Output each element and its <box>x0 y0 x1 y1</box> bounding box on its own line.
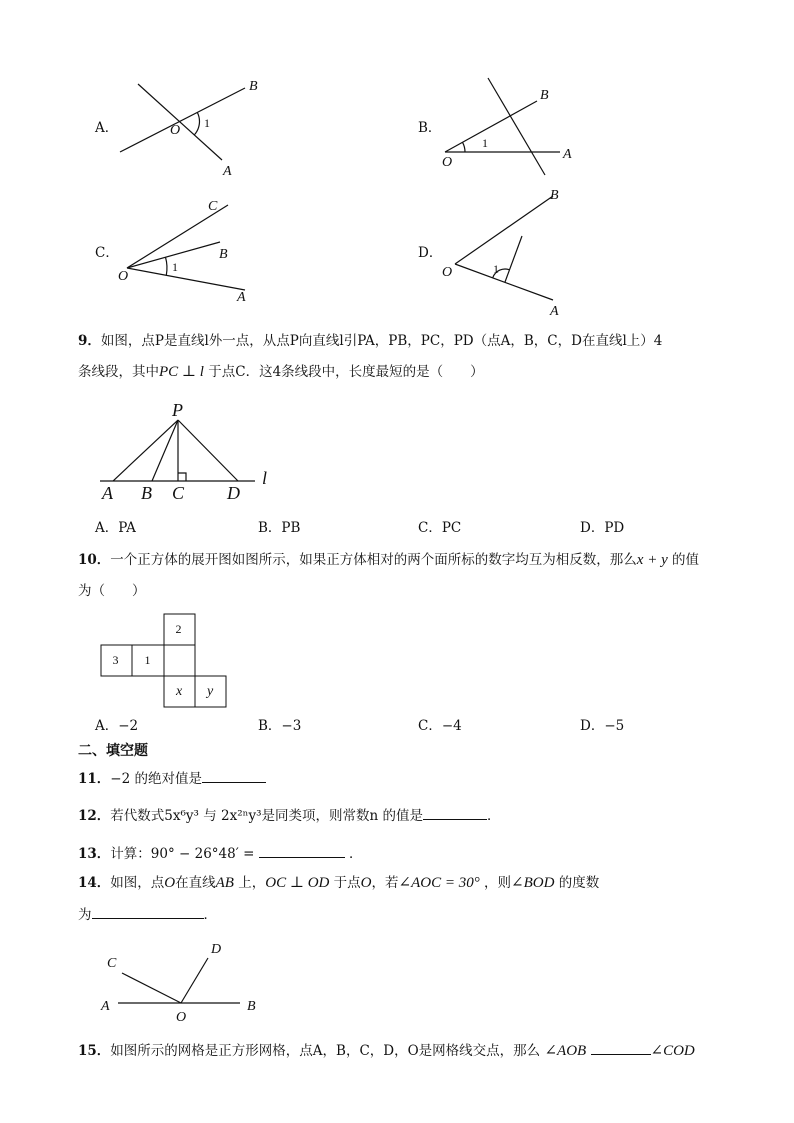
label-o: O <box>176 1010 187 1025</box>
q14-seg-12: 的度数 <box>554 875 600 891</box>
q10-line1 <box>78 550 699 570</box>
q13-stem: 计算：90° − 26°48′ = <box>110 846 259 862</box>
section-title: 二、填空题 <box>78 743 148 759</box>
q9-stem-2a: 条线段，其中 <box>78 364 159 380</box>
label-o: O <box>442 155 453 170</box>
net-face-center <box>164 645 195 676</box>
label-p: P <box>172 400 183 420</box>
segment-pd <box>178 420 238 481</box>
angle-arc <box>463 142 466 152</box>
q8-option-a: A． <box>95 120 119 136</box>
q14-seg-0: 如图，点 <box>110 875 165 891</box>
q14-seg-2: 在直线 <box>175 875 216 891</box>
label-c: C <box>172 483 185 503</box>
q9-stem-2b: 于点C．这4条线段中，长度最短的是（ ） <box>208 364 484 380</box>
q10-stem-1b: 的值 <box>667 552 700 568</box>
line-ob <box>455 196 553 264</box>
q14-end: ． <box>203 907 217 923</box>
q15-answer-blank <box>591 1039 651 1055</box>
q10-option-b: B．−3 <box>258 718 302 734</box>
q14-seg-5: OC ⊥ OD <box>265 875 330 891</box>
label-a: A <box>550 304 559 319</box>
line-oa <box>127 268 245 290</box>
q10-option-c: C．−4 <box>418 718 462 734</box>
label-a: A <box>563 147 572 162</box>
q10-option-d: D．−5 <box>580 718 625 734</box>
q9-option-c: C．PC <box>418 520 462 536</box>
q9-line1 <box>78 331 662 351</box>
q14-seg-10: ，则 <box>479 875 512 891</box>
label-b: B <box>540 88 549 103</box>
q12-number: 12． <box>78 808 111 824</box>
label-a: A <box>101 999 110 1014</box>
label-o: O <box>170 123 181 138</box>
segment-pb <box>152 420 178 481</box>
q15-stem: 如图所示的网格是正方形网格，点A，B，C，D，O是网格线交点，那么 <box>110 1043 545 1059</box>
q10-cube-net <box>101 614 226 707</box>
q12-end: ． <box>487 808 501 824</box>
q13-line <box>78 842 362 862</box>
net-label-top: 2 <box>175 622 182 636</box>
label-a: A <box>223 164 232 179</box>
ray-od <box>181 958 208 1003</box>
angle-label: 1 <box>204 116 210 130</box>
q10-expression: x + y <box>636 552 668 568</box>
angle-label: 1 <box>172 260 178 274</box>
q10-number: 10． <box>78 552 111 568</box>
q15-angle-aob: ∠AOB <box>544 1043 587 1059</box>
q9-option-a: A．PA <box>95 520 136 536</box>
q10-line2: 为（ ） <box>78 583 146 599</box>
q15-line <box>78 1039 695 1059</box>
label-l: l <box>262 468 268 488</box>
q9-figure <box>100 400 267 503</box>
q14-line2 <box>78 903 217 923</box>
line-ob <box>120 88 245 152</box>
q14-seg-1: O <box>164 875 176 891</box>
q14-seg-3: AB <box>215 875 234 891</box>
q8-option-c: C． <box>95 245 119 261</box>
q12-answer-blank <box>423 804 487 820</box>
q8-figure-b <box>442 78 572 175</box>
angle-label: 1 <box>493 262 499 276</box>
q11-answer-blank <box>202 767 266 783</box>
q13-answer-blank <box>259 842 345 858</box>
q14-number: 14． <box>78 875 111 891</box>
q14-figure <box>100 942 256 1025</box>
q14-seg-11: ∠BOD <box>511 875 555 891</box>
q14-seg-8: ，若 <box>371 875 399 891</box>
q14-seg-7: O <box>360 875 372 891</box>
net-label-x: x <box>176 684 183 699</box>
q14-answer-blank <box>92 903 204 919</box>
q8-option-d: D． <box>418 245 443 261</box>
net-label-left: 3 <box>112 653 119 667</box>
q14-line1 <box>78 873 599 893</box>
label-b: B <box>247 999 256 1014</box>
line-ob <box>445 101 537 152</box>
q14-seg-9: ∠AOC = 30° <box>398 875 480 891</box>
q9-stem-1: 如图，点P是直线l外一点，从点P向直线l引PA，PB，PC，PD（点A，B，C，D在直线l上）4 <box>100 333 663 349</box>
q15-number: 15． <box>78 1043 111 1059</box>
q9-number: 9． <box>78 333 101 349</box>
q13-end: ． <box>344 846 363 862</box>
short-ray <box>505 236 522 282</box>
q12-stem: 若代数式5x⁶y³ 与 2x²ⁿy³是同类项，则常数n 的值是 <box>110 808 424 824</box>
q11-stem: −2 的绝对值是 <box>110 771 202 787</box>
q13-number: 13． <box>78 846 111 862</box>
ray-oc <box>122 973 181 1003</box>
angle-label: 1 <box>482 136 488 150</box>
label-d: D <box>227 483 240 503</box>
label-o: O <box>118 269 129 284</box>
q9-option-b: B．PB <box>258 520 301 536</box>
label-b: B <box>550 188 559 203</box>
label-b: B <box>219 247 228 262</box>
q10-option-a: A．−2 <box>95 718 139 734</box>
q9-perpendicular: PC ⊥ l <box>159 364 204 380</box>
crossing-line <box>488 78 545 175</box>
q8-figure-c <box>118 199 246 305</box>
line-oc <box>127 205 228 268</box>
q9-line2 <box>78 362 484 382</box>
label-b: B <box>141 483 152 503</box>
angle-arc <box>166 257 167 275</box>
label-d: D <box>211 942 222 957</box>
q11-line <box>78 767 266 787</box>
net-label-middle: 1 <box>144 653 151 667</box>
q8-figure-a <box>120 79 258 179</box>
q15-angle-cod: ∠COD <box>650 1043 695 1059</box>
q12-line <box>78 804 501 824</box>
q9-option-d: D．PD <box>580 520 625 536</box>
q8-option-b: B． <box>418 120 442 136</box>
segment-pa <box>113 420 178 481</box>
angle-arc <box>194 112 199 134</box>
label-c: C <box>107 956 117 971</box>
q10-stem-1a: 一个正方体的展开图如图所示，如果正方体相对的两个面所标的数字均互为相反数，那么 <box>110 552 637 568</box>
right-angle-mark <box>178 473 186 481</box>
label-a: A <box>102 483 113 503</box>
label-c: C <box>208 199 218 214</box>
label-b: B <box>249 79 258 94</box>
q14-stem-2: 为 <box>78 907 92 923</box>
q14-seg-6: 于点 <box>329 875 361 891</box>
label-o: O <box>442 265 453 280</box>
q14-seg-4: 上， <box>233 875 266 891</box>
q8-figure-d <box>442 188 559 319</box>
label-a: A <box>237 290 246 305</box>
q11-number: 11． <box>78 771 111 787</box>
net-label-y: y <box>207 684 214 699</box>
